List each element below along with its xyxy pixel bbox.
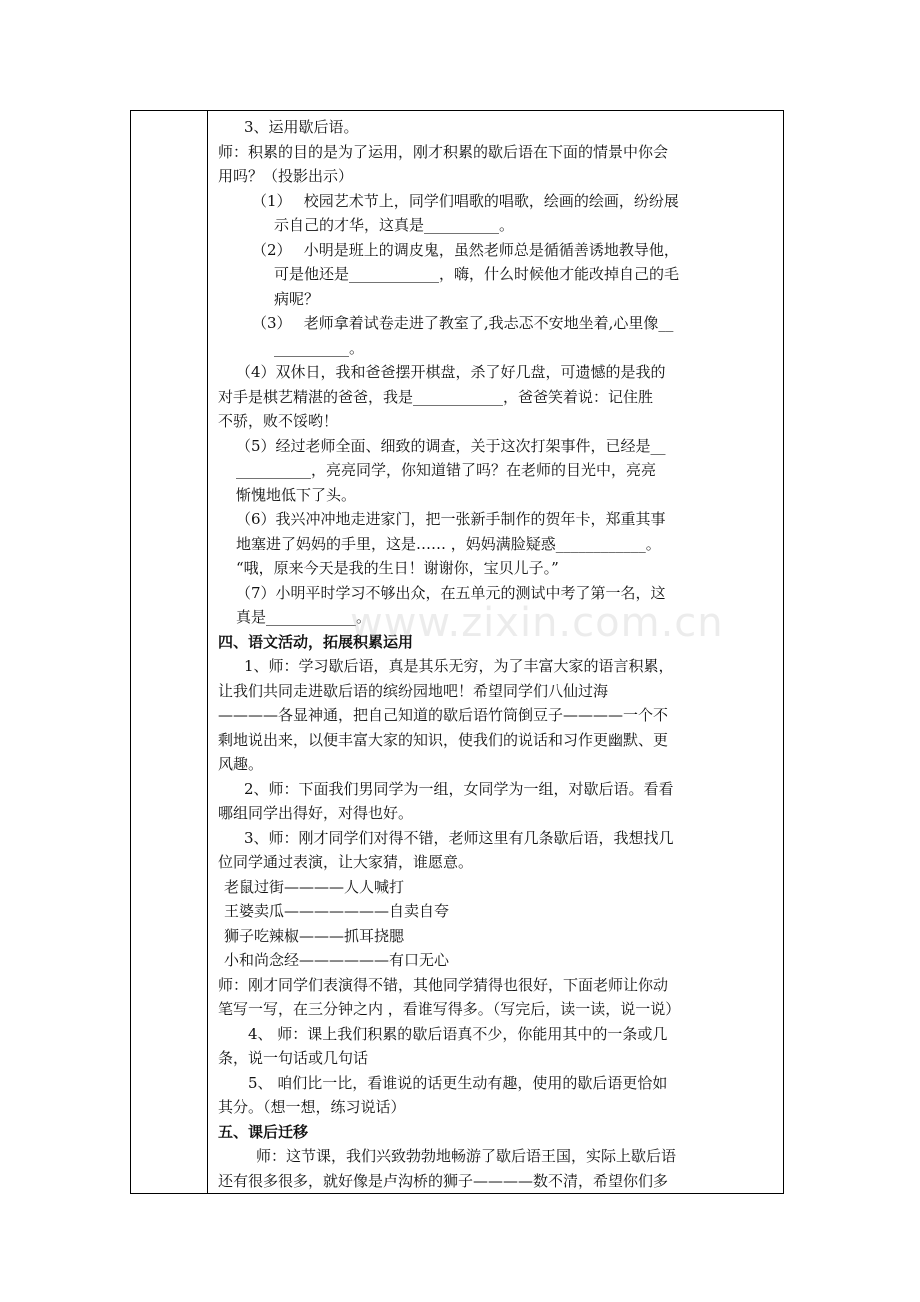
text-line: __________，亮亮同学，你知道错了吗？在老师的目光中，亮亮 [236, 461, 657, 479]
text-line: 位同学通过表演，让大家猜，谁愿意。 [218, 853, 474, 871]
text-line: 不骄，败不馁哟！ [218, 412, 339, 430]
section-heading: 四、语文活动，拓展积累运用 [218, 632, 414, 651]
section-heading: 五、课后迁移 [218, 1122, 309, 1141]
lesson-content [208, 111, 783, 1193]
text-line: ————各显神通，把自己知道的歇后语竹筒倒豆子————一个不 [218, 706, 669, 724]
text-line: 哪组同学出得好，对得也好。 [218, 804, 414, 822]
text-line: 笔写一写，在三分钟之内 ，看谁写得多。（写完后，读一读，说一说） [218, 1000, 681, 1018]
text-line: 可是他还是____________，嗨，什么时候他才能改掉自己的毛 [274, 265, 680, 283]
watermark: www.zixin.com.cn [350, 600, 724, 646]
content-cell [208, 111, 784, 1194]
text-line: （5）经过老师全面、细致的调查，关于这次打架事件，已经是__ [236, 436, 666, 455]
text-line: （2） 小明是班上的调皮鬼，虽然老师总是循循善诱地教导他， [252, 240, 679, 259]
text-line: 小和尚念经——————有口无心 [224, 951, 450, 969]
text-line: （6）我兴冲冲地走进家门，把一张新手制作的贺年卡，郑重其事 [236, 510, 666, 528]
text-line: （4）双休日，我和爸爸摆开棋盘，杀了好几盘，可遗憾的是我的 [236, 363, 666, 381]
text-line: 2、师：下面我们男同学为一组，女同学为一组，对歇后语。看看 [244, 779, 674, 798]
table-row [131, 111, 784, 1194]
text-line: __________。 [274, 338, 365, 357]
text-line: 用吗？（投影出示） [218, 167, 354, 185]
text-line: 对手是棋艺精湛的爸爸，我是____________，爸爸笑着说：记住胜 [218, 387, 654, 406]
text-line: 5、 咱们比一比，看谁说的话更生动有趣，使用的歇后语更恰如 [248, 1073, 668, 1092]
text-line: 3、运用歇后语。 [244, 118, 359, 136]
text-line: 真是____________。 [236, 608, 372, 626]
text-line: 3、师：刚才同学们对得不错，老师这里有几条歇后语，我想找几 [244, 828, 674, 847]
text-line: 地塞进了妈妈的手里，这是…… ，妈妈满脸疑惑____________。 [236, 534, 661, 553]
text-line: 狮子吃辣椒———抓耳挠腮 [224, 926, 405, 945]
text-line: 示自己的才华，这真是__________。 [274, 216, 515, 234]
text-line: 惭愧地低下了头。 [236, 485, 357, 504]
text-line: 师：刚才同学们表演得不错，其他同学猜得也很好，下面老师让你动 [218, 975, 669, 994]
text-line: 条，说一句话或几句话 [218, 1049, 369, 1067]
text-line: 其分。（想一想，练习说话） [218, 1098, 406, 1116]
text-line: 病呢？ [274, 289, 320, 308]
text-line: 王婆卖瓜———————自卖自夸 [224, 902, 450, 920]
text-line: 1、师：学习歇后语，真是其乐无穷，为了丰富大家的语言积累， [244, 657, 674, 675]
text-line: （3） 老师拿着试卷走进了教室了,我忐忑不安地坐着,心里像__ [252, 314, 674, 332]
left-blank-cell [131, 111, 208, 1194]
text-line: （1） 校园艺术节上，同学们唱歌的唱歌，绘画的绘画，纷纷展 [252, 191, 679, 210]
text-line: 风趣。 [218, 755, 264, 773]
text-line: 还有很多很多，就好像是卢沟桥的狮子————数不清，希望你们多 [218, 1171, 669, 1190]
text-line: 师：这节课，我们兴致勃勃地畅游了歇后语王国，实际上歇后语 [256, 1147, 677, 1165]
lesson-plan-table [130, 110, 784, 1194]
text-line: 4、 师：课上我们积累的歇后语真不少，你能用其中的一条或几 [248, 1024, 668, 1043]
text-line: 剩地说出来，以便丰富大家的知识，使我们的说话和习作更幽默、更 [218, 730, 669, 749]
text-line: 让我们共同走进歇后语的缤纷园地吧！希望同学们八仙过海 [218, 681, 609, 700]
text-line: 老鼠过街————人人喊打 [224, 877, 405, 896]
text-line: 师：积累的目的是为了运用，刚才积累的歇后语在下面的情景中你会 [218, 142, 669, 161]
text-line: “哦，原来今天是我的生日！谢谢你，宝贝儿子。” [236, 559, 559, 577]
text-line: （7）小明平时学习不够出众，在五单元的测试中考了第一名，这 [236, 583, 666, 602]
